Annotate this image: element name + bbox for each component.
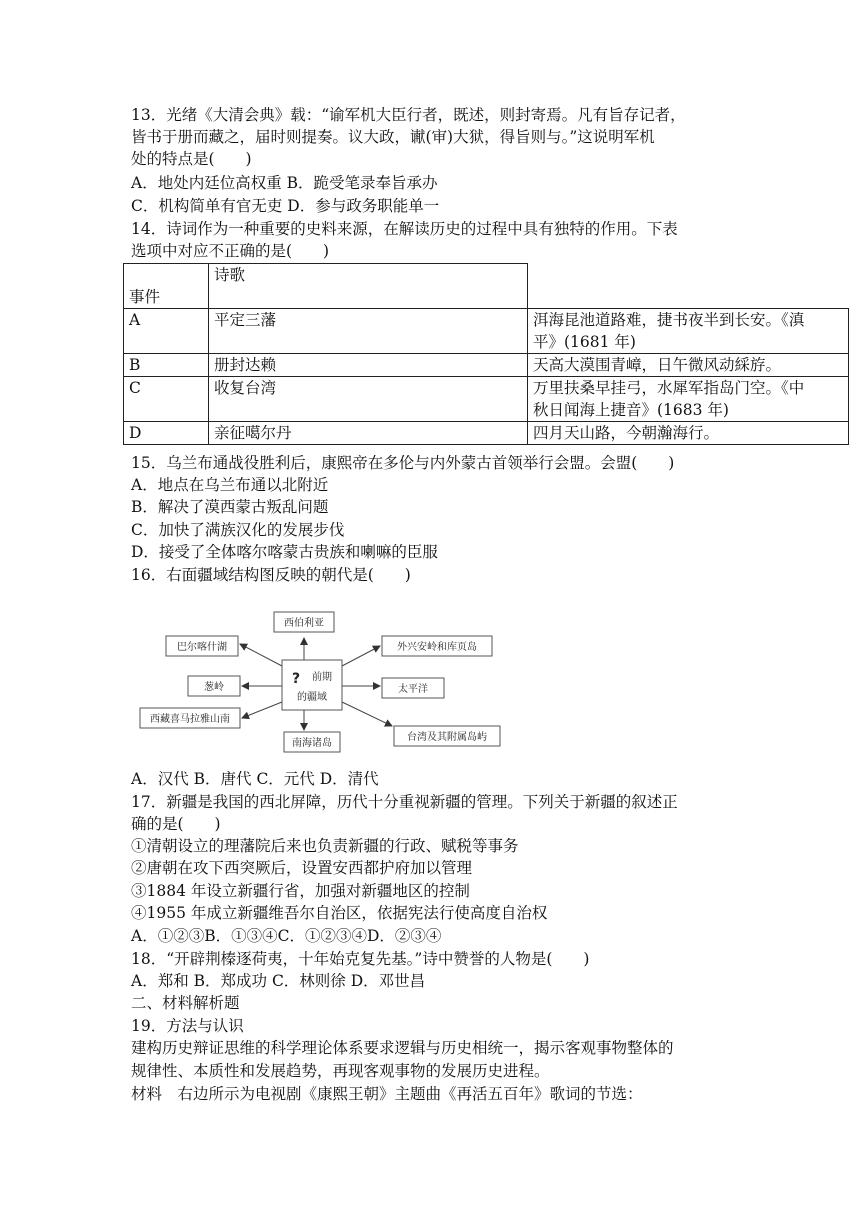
territory-diagram <box>136 602 508 760</box>
arrow-lower-left <box>242 702 282 718</box>
q16-line-1: 16．右面疆域结构图反映的朝代是( ) <box>131 566 411 584</box>
q17-line-1: 17．新疆是我国的西北屏障，历代十分重视新疆的管理。下列关于新疆的叙述正 <box>131 793 678 811</box>
q15-option-d: D．接受了全体喀尔喀蒙古贵族和喇嘛的臣服 <box>131 543 438 561</box>
center-question-mark: ? <box>291 671 301 687</box>
q15-option-a: A．地点在乌兰布通以北附近 <box>131 476 329 494</box>
row-poem: 万里扶桑早挂弓，水犀军指岛门空。《中 秋日闻海上捷音》(1683 年) <box>528 377 849 422</box>
center-label-1: 前期 <box>312 672 332 683</box>
q19-line-2: 规律性、本质性和发展趋势，再现客观事物的发展历史进程。 <box>131 1062 550 1080</box>
arrow-upper-left <box>240 644 282 666</box>
q18-line-1: 18．“开辟荆榛逐荷夷，十年始克复先基。”诗中赞誉的人物是( ) <box>131 950 590 968</box>
table-header-row <box>124 264 849 309</box>
q19-material: 材料 右边所示为电视剧《康熙王朝》主题曲《再活五百年》歌词的节选： <box>131 1085 643 1103</box>
q15-option-b: B．解决了漠西蒙古叛乱问题 <box>131 498 329 516</box>
q19-line-1: 建构历史辩证思维的科学理论体系要求逻辑与历史相统一，揭示客观事物整体的 <box>131 1039 674 1057</box>
table-row <box>124 377 849 422</box>
arrow-upper-right <box>342 646 380 666</box>
q18-options: A．郑和 B．郑成功 C．林则徐 D．邓世昌 <box>131 972 426 990</box>
q13-options-cd: C．机构简单有官无吏 D．参与政务职能单一 <box>131 197 440 215</box>
q17-item-2: ②唐朝在攻下西突厥后，设置安西都护府加以管理 <box>131 859 473 877</box>
header-event: 事件 <box>124 264 209 309</box>
row-event: 收复台湾 <box>209 377 528 422</box>
q17-line-2: 确的是( ) <box>131 815 221 833</box>
center-label-2: 的疆域 <box>297 692 327 703</box>
q13-options-ab: A．地处内廷位高权重 B．跪受笔录奉旨承办 <box>131 174 438 192</box>
row-event: 亲征噶尔丹 <box>209 422 528 445</box>
table-row <box>124 309 849 354</box>
row-event: 平定三藩 <box>209 309 528 354</box>
row-poem: 天高大漠围青嶂，日午微风动綵斿。 <box>528 354 849 377</box>
q14-line-1: 14．诗词作为一种重要的史料来源，在解读历史的过程中具有独特的作用。下表 <box>131 220 678 238</box>
section-heading: 二、材料解析题 <box>131 994 240 1012</box>
label-lower-right: 台湾及其附属岛屿 <box>407 732 487 743</box>
label-right: 太平洋 <box>398 684 428 695</box>
q17-options: A．①②③B．①③④C．①②③④D．②③④ <box>131 927 442 945</box>
q19-title: 19．方法与认识 <box>131 1017 244 1035</box>
table-row <box>124 422 849 445</box>
label-lower-left: 西藏喜马拉雅山南 <box>150 714 230 725</box>
row-poem: 四月天山路，今朝瀚海行。 <box>528 422 849 445</box>
q13-line-2: 皆书于册而藏之，届时则提奏。议大政，谳(审)大狱，得旨则与。”这说明军机 <box>131 128 655 146</box>
row-poem: 洱海昆池道路难，捷书夜半到长安。《滇 平》(1681 年) <box>528 309 849 354</box>
poem-table <box>123 263 849 445</box>
label-upper-right: 外兴安岭和库页岛 <box>397 642 477 653</box>
label-top: 西伯利亚 <box>284 618 324 629</box>
row-key: C <box>124 377 209 422</box>
q13-line-1: 13．光绪《大清会典》载：“谕军机大臣行者，既述，则封寄焉。凡有旨存记者， <box>131 106 686 124</box>
label-upper-left: 巴尔喀什湖 <box>177 642 227 653</box>
q13-line-3: 处的特点是( ) <box>131 150 252 168</box>
q14-line-2: 选项中对应不正确的是( ) <box>131 242 330 260</box>
q15-option-c: C．加快了满族汉化的发展步伐 <box>131 521 345 539</box>
arrow-lower-right <box>342 702 392 726</box>
q17-item-3: ③1884 年设立新疆行省，加强对新疆地区的控制 <box>131 882 470 900</box>
row-key: B <box>124 354 209 377</box>
row-key: D <box>124 422 209 445</box>
row-event: 册封达赖 <box>209 354 528 377</box>
label-bottom: 南海诸岛 <box>292 738 332 749</box>
table-row <box>124 354 849 377</box>
label-left: 葱岭 <box>204 682 224 693</box>
q17-item-4: ④1955 年成立新疆维吾尔自治区，依据宪法行使高度自治权 <box>131 904 548 922</box>
q16-options: A．汉代 B．唐代 C．元代 D．清代 <box>131 770 379 788</box>
header-poem: 诗歌 <box>209 264 528 309</box>
q15-line-1: 15．乌兰布通战役胜利后，康熙帝在多伦与内外蒙古首领举行会盟。会盟( ) <box>131 454 675 472</box>
q17-item-1: ①清朝设立的理藩院后来也负责新疆的行政、赋税等事务 <box>131 837 519 855</box>
row-key: A <box>124 309 209 354</box>
